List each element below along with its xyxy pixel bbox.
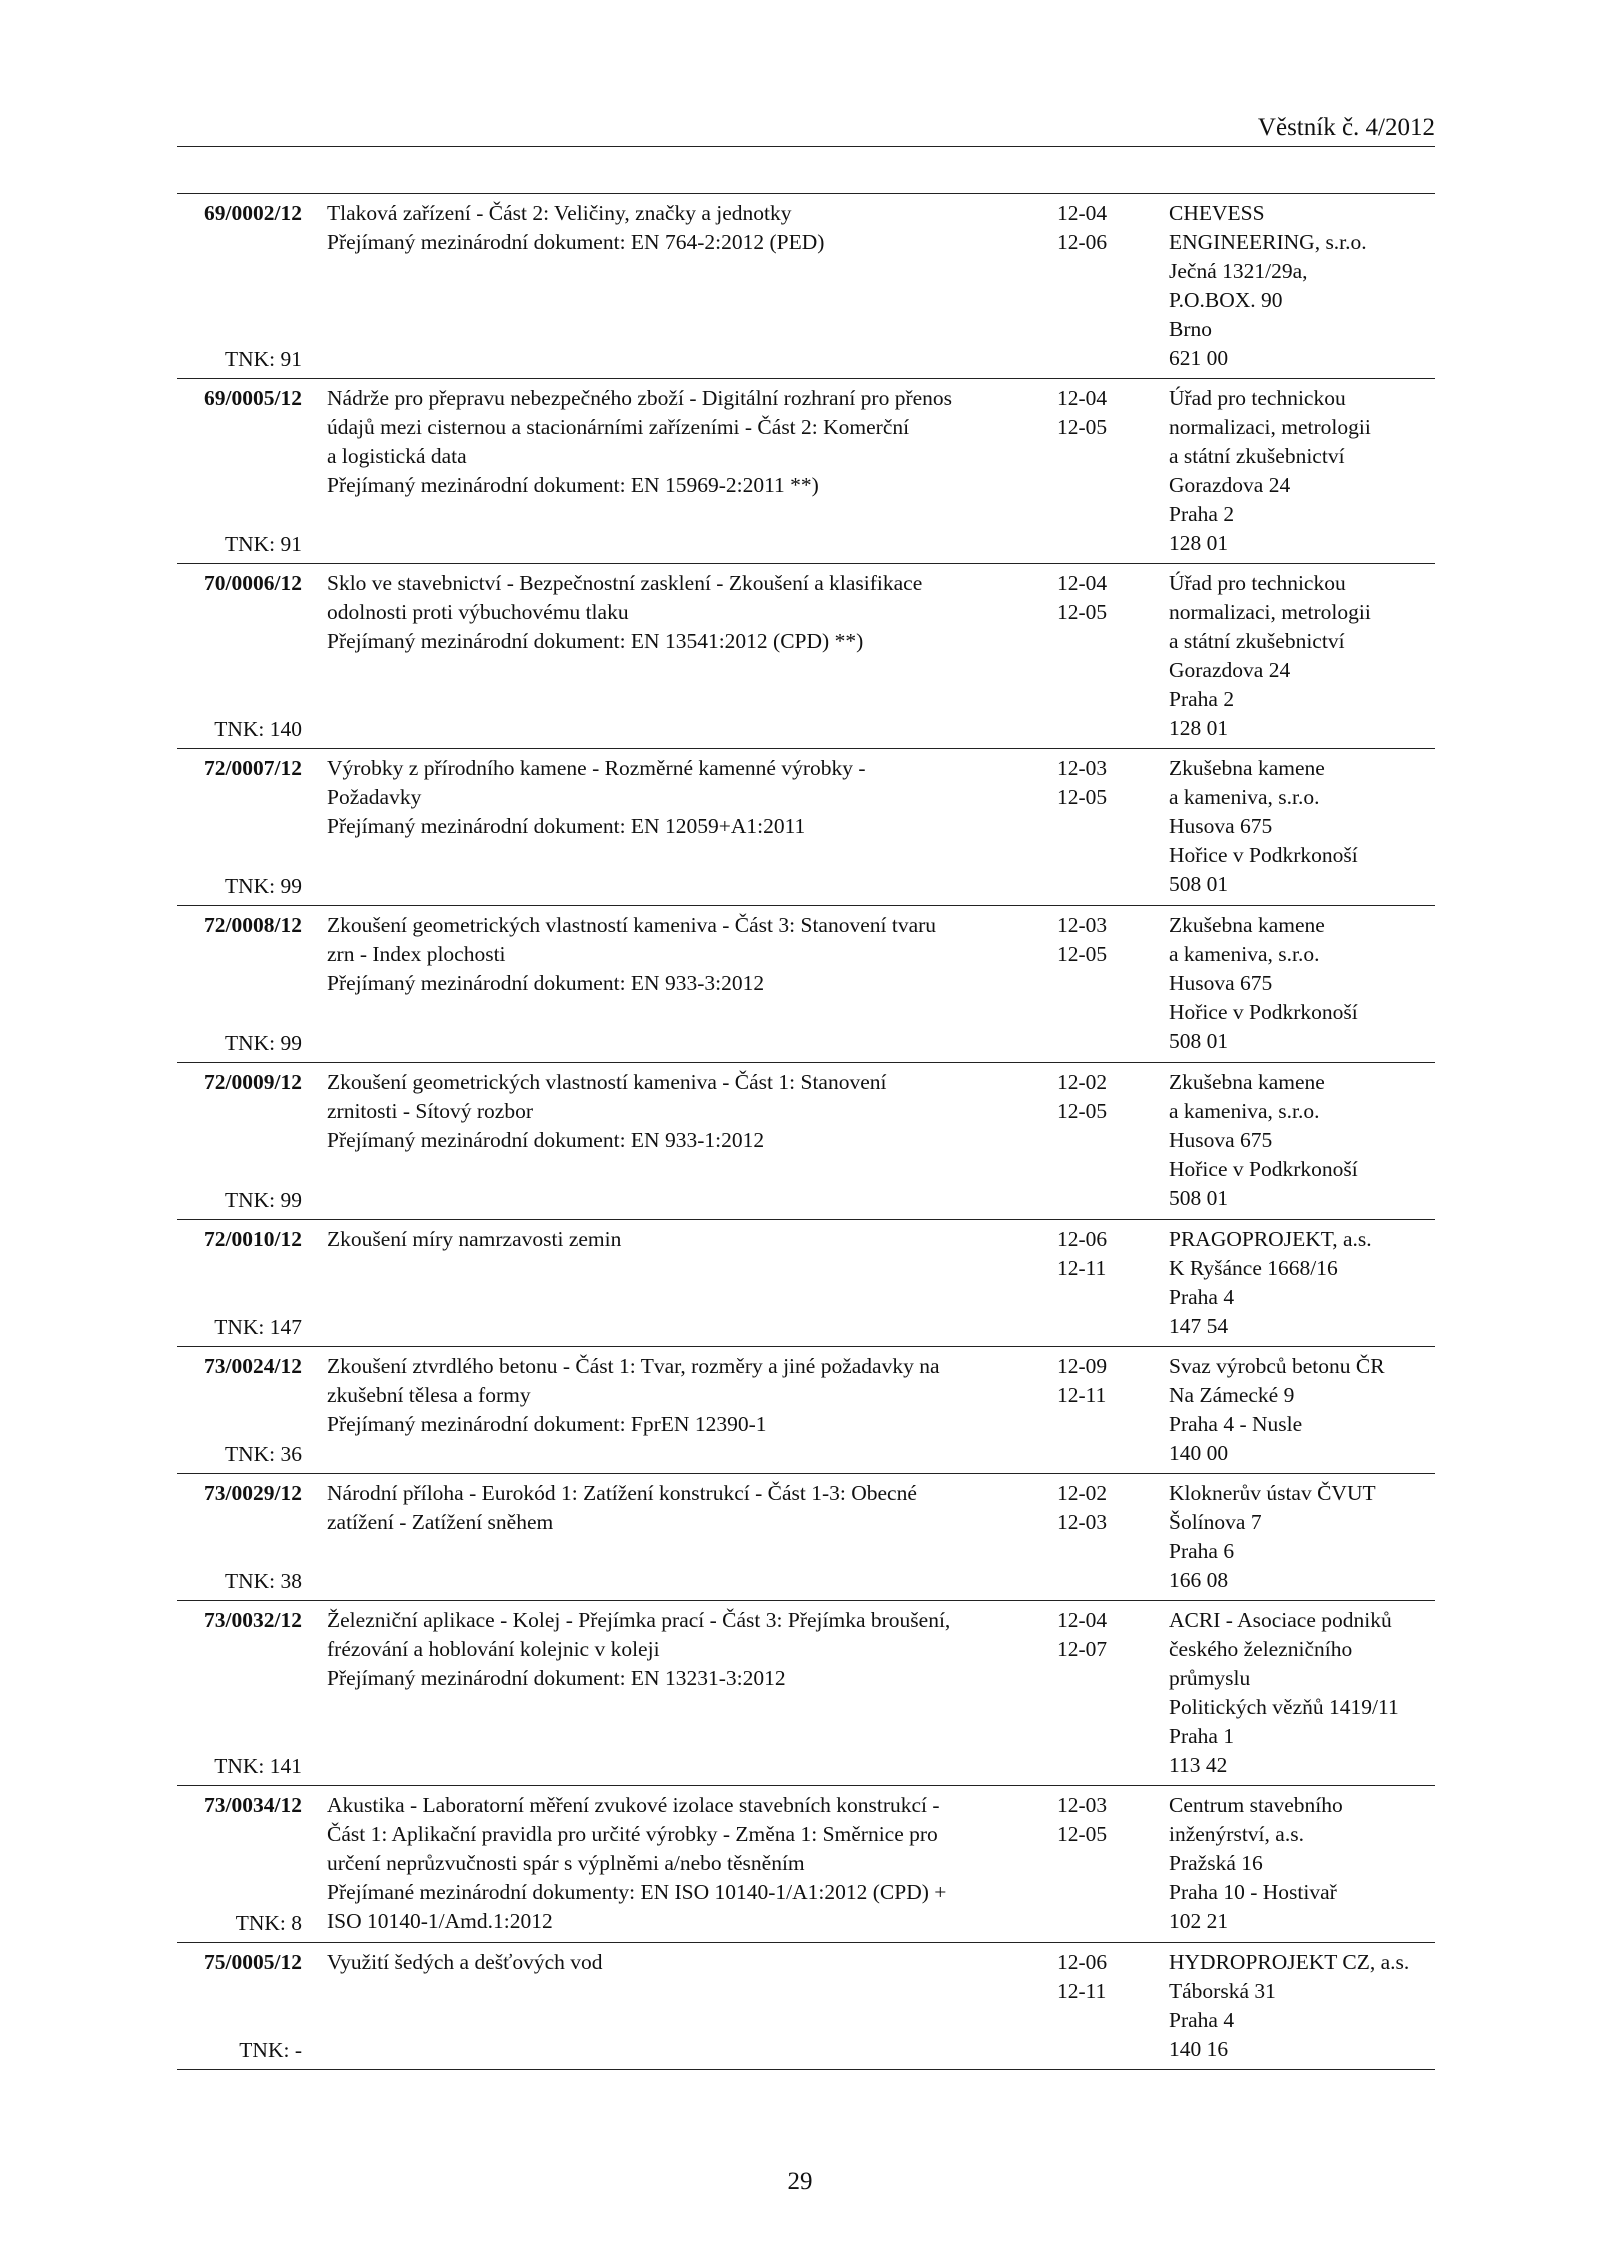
entry-tnk: TNK: 99 xyxy=(224,874,302,898)
entry-id: 73/0029/12 xyxy=(204,1481,302,1505)
entry-dates-line: 12-04 xyxy=(1057,1608,1108,1632)
entry-address-line: Hořice v Podkrkonoší xyxy=(1169,843,1358,867)
entry-title-line: a logistická data xyxy=(327,444,467,468)
entry-address-line: Šolínova 7 xyxy=(1169,1510,1262,1534)
entry-dates-line: 12-02 xyxy=(1057,1070,1108,1094)
entry-address xyxy=(1169,911,1439,1056)
entry-dates-line: 12-06 xyxy=(1057,1227,1108,1251)
entry-title-line: frézování a hoblování kolejnic v koleji xyxy=(327,1637,660,1661)
entry-dates xyxy=(1057,199,1137,257)
entry-address-line: ENGINEERING, s.r.o. xyxy=(1169,230,1367,254)
entry-id: 72/0010/12 xyxy=(204,1227,302,1251)
list-item xyxy=(177,564,1435,749)
entry-address-line: K Ryšánce 1668/16 xyxy=(1169,1256,1338,1280)
entry-dates-line: 12-03 xyxy=(1057,1793,1108,1817)
entry-address-line: ACRI - Asociace podniků xyxy=(1169,1608,1392,1632)
entry-id: 69/0005/12 xyxy=(204,386,302,410)
entry-tnk: TNK: 36 xyxy=(224,1442,302,1466)
entry-dates-line: 12-11 xyxy=(1057,1256,1107,1280)
entry-title-line: Přejímaný mezinárodní dokument: EN 13541:2012 (CPD) **) xyxy=(327,629,864,653)
list-item xyxy=(177,1474,1435,1601)
entry-title xyxy=(327,199,1047,257)
entry-tnk: TNK: 99 xyxy=(224,1188,302,1212)
entry-address-line: Gorazdova 24 xyxy=(1169,658,1291,682)
entry-address-line: Praha 4 - Nusle xyxy=(1169,1412,1303,1436)
entry-address xyxy=(1169,1352,1439,1468)
entry-title-line: Přejímaný mezinárodní dokument: EN 764-2:2012 (PED) xyxy=(327,230,825,254)
entry-tnk: TNK: 38 xyxy=(224,1569,302,1593)
entry-address-line: Praha 10 - Hostivař xyxy=(1169,1880,1337,1904)
entry-dates xyxy=(1057,384,1137,442)
entry-title xyxy=(327,384,1047,500)
entry-title-line: Zkoušení ztvrdlého betonu - Část 1: Tvar, rozměry a jiné požadavky na xyxy=(327,1354,940,1378)
entry-address-line: Husova 675 xyxy=(1169,814,1273,838)
list-item xyxy=(177,906,1435,1063)
entry-title-line: Národní příloha - Eurokód 1: Zatížení konstrukcí - Část 1-3: Obecné xyxy=(327,1481,917,1505)
entry-title-line: Část 1: Aplikační pravidla pro určité výrobky - Změna 1: Směrnice pro xyxy=(327,1822,938,1846)
entry-address-line: 128 01 xyxy=(1169,531,1229,555)
entry-title-line: Přejímaný mezinárodní dokument: EN 933-1:2012 xyxy=(327,1128,765,1152)
list-item xyxy=(177,1347,1435,1474)
entry-tnk: TNK: - xyxy=(239,2038,302,2062)
entry-id-column xyxy=(177,911,302,940)
entry-address xyxy=(1169,1479,1439,1595)
entry-dates-line: 12-02 xyxy=(1057,1481,1108,1505)
standards-list xyxy=(177,193,1435,2070)
entry-id-column xyxy=(177,1352,302,1381)
entry-address xyxy=(1169,1068,1439,1213)
entry-address-line: 508 01 xyxy=(1169,1186,1229,1210)
entry-address-line: 128 01 xyxy=(1169,716,1229,740)
list-item xyxy=(177,1786,1435,1943)
entry-id: 73/0034/12 xyxy=(204,1793,302,1817)
entry-title-line: Tlaková zařízení - Část 2: Veličiny, značky a jednotky xyxy=(327,201,792,225)
entry-address xyxy=(1169,1791,1439,1936)
entry-title-line: Zkoušení geometrických vlastností kameniva - Část 1: Stanovení xyxy=(327,1070,887,1094)
list-item xyxy=(177,379,1435,564)
list-item xyxy=(177,1943,1435,2070)
entry-title-line: Přejímaný mezinárodní dokument: EN 933-3:2012 xyxy=(327,971,765,995)
entry-address-line: Táborská 31 xyxy=(1169,1979,1276,2003)
entry-title-line: zrnitosti - Sítový rozbor xyxy=(327,1099,534,1123)
entry-id: 69/0002/12 xyxy=(204,201,302,225)
entry-title-line: Požadavky xyxy=(327,785,422,809)
entry-address-line: Praha 6 xyxy=(1169,1539,1235,1563)
entry-address-line: 508 01 xyxy=(1169,872,1229,896)
entry-title-line: Výrobky z přírodního kamene - Rozměrné kamenné výrobky - xyxy=(327,756,866,780)
entry-address-line: Pražská 16 xyxy=(1169,1851,1263,1875)
entry-dates-line: 12-03 xyxy=(1057,756,1108,780)
entry-dates xyxy=(1057,754,1137,812)
entry-address-line: Úřad pro technickou xyxy=(1169,571,1346,595)
entry-title-line: zatížení - Zatížení sněhem xyxy=(327,1510,554,1534)
entry-title-line: Přejímaný mezinárodní dokument: FprEN 12390-1 xyxy=(327,1412,767,1436)
entry-address xyxy=(1169,569,1439,743)
entry-title xyxy=(327,1068,1047,1155)
entry-id-column xyxy=(177,199,302,228)
entry-id: 73/0024/12 xyxy=(204,1354,302,1378)
entry-address-line: Ječná 1321/29a, xyxy=(1169,259,1308,283)
entry-address-line: a kameniva, s.r.o. xyxy=(1169,942,1320,966)
entry-dates xyxy=(1057,1606,1137,1664)
entry-id: 73/0032/12 xyxy=(204,1608,302,1632)
entry-title-line: Přejímaný mezinárodní dokument: EN 15969-2:2011 **) xyxy=(327,473,819,497)
entry-address xyxy=(1169,1225,1439,1341)
entry-title xyxy=(327,1791,1047,1936)
entry-address-line: 140 16 xyxy=(1169,2037,1229,2061)
entry-address-line: Politických vězňů 1419/11 xyxy=(1169,1695,1399,1719)
entry-address-line: 147 54 xyxy=(1169,1314,1229,1338)
entry-dates-line: 12-05 xyxy=(1057,415,1108,439)
entry-id-column xyxy=(177,1791,302,1820)
entry-title-line: ISO 10140-1/Amd.1:2012 xyxy=(327,1909,553,1933)
page-number: 29 xyxy=(787,2168,813,2195)
entry-dates-line: 12-03 xyxy=(1057,913,1108,937)
entry-title-line: Zkoušení geometrických vlastností kameniva - Část 3: Stanovení tvaru xyxy=(327,913,937,937)
entry-id-column xyxy=(177,384,302,413)
entry-dates-line: 12-04 xyxy=(1057,201,1108,225)
entry-title-line: Přejímaný mezinárodní dokument: EN 13231-3:2012 xyxy=(327,1666,786,1690)
list-item xyxy=(177,194,1435,379)
entry-address-line: normalizaci, metrologii xyxy=(1169,600,1371,624)
entry-dates-line: 12-04 xyxy=(1057,386,1108,410)
entry-address-line: 166 08 xyxy=(1169,1568,1229,1592)
entry-title-line: Železniční aplikace - Kolej - Přejímka prací - Část 3: Přejímka broušení, xyxy=(327,1608,951,1632)
entry-dates xyxy=(1057,1225,1137,1283)
entry-address-line: Zkušebna kamene xyxy=(1169,913,1325,937)
entry-tnk: TNK: 91 xyxy=(224,347,302,371)
entry-title-line: Sklo ve stavebnictví - Bezpečnostní zasklení - Zkoušení a klasifikace xyxy=(327,571,923,595)
list-item xyxy=(177,749,1435,906)
entry-tnk: TNK: 8 xyxy=(235,1911,302,1935)
entry-title xyxy=(327,1606,1047,1693)
entry-title xyxy=(327,754,1047,841)
entry-dates xyxy=(1057,569,1137,627)
page-header xyxy=(177,110,1435,147)
entry-address-line: Husova 675 xyxy=(1169,1128,1273,1152)
entry-title-line: Zkoušení míry namrzavosti zemin xyxy=(327,1227,622,1251)
entry-tnk: TNK: 141 xyxy=(214,1754,302,1778)
entry-address-line: Svaz výrobců betonu ČR xyxy=(1169,1354,1385,1378)
entry-address-line: Praha 1 xyxy=(1169,1724,1235,1748)
entry-id-column xyxy=(177,1068,302,1097)
entry-address xyxy=(1169,199,1439,373)
entry-tnk: TNK: 140 xyxy=(214,717,302,741)
entry-dates-line: 12-09 xyxy=(1057,1354,1108,1378)
entry-address-line: Praha 2 xyxy=(1169,502,1235,526)
entry-tnk: TNK: 147 xyxy=(214,1315,302,1339)
entry-id-column xyxy=(177,754,302,783)
journal-title: Věstník č. 4/2012 xyxy=(1257,114,1435,141)
entry-address-line: Praha 4 xyxy=(1169,1285,1235,1309)
entry-address-line: a kameniva, s.r.o. xyxy=(1169,785,1320,809)
entry-address-line: a státní zkušebnictví xyxy=(1169,629,1345,653)
entry-address-line: inženýrství, a.s. xyxy=(1169,1822,1304,1846)
entry-title xyxy=(327,1948,1047,1977)
entry-dates xyxy=(1057,1479,1137,1537)
entry-tnk: TNK: 99 xyxy=(224,1031,302,1055)
entry-title-line: Nádrže pro přepravu nebezpečného zboží - Digitální rozhraní pro přenos xyxy=(327,386,953,410)
entry-title-line: údajů mezi cisternou a stacionárními zařízeními - Část 2: Komerční xyxy=(327,415,910,439)
entry-address-line: Praha 4 xyxy=(1169,2008,1235,2032)
entry-title xyxy=(327,1225,1047,1254)
entry-dates-line: 12-11 xyxy=(1057,1383,1107,1407)
entry-title-line: Přejímaný mezinárodní dokument: EN 12059+A1:2011 xyxy=(327,814,806,838)
entry-address xyxy=(1169,384,1439,558)
list-item xyxy=(177,1220,1435,1347)
entry-title-line: Akustika - Laboratorní měření zvukové izolace stavebních konstrukcí - xyxy=(327,1793,940,1817)
entry-dates-line: 12-04 xyxy=(1057,571,1108,595)
entry-dates-line: 12-11 xyxy=(1057,1979,1107,2003)
entry-title-line: zrn - Index plochosti xyxy=(327,942,506,966)
entry-address-line: 621 00 xyxy=(1169,346,1229,370)
entry-title-line: Využití šedých a dešťových vod xyxy=(327,1950,603,1974)
entry-address-line: P.O.BOX. 90 xyxy=(1169,288,1283,312)
entry-dates xyxy=(1057,1948,1137,2006)
entry-dates xyxy=(1057,911,1137,969)
entry-id: 72/0009/12 xyxy=(204,1070,302,1094)
entry-dates-line: 12-05 xyxy=(1057,1822,1108,1846)
entry-address-line: Brno xyxy=(1169,317,1212,341)
entry-id: 75/0005/12 xyxy=(204,1950,302,1974)
entry-title xyxy=(327,1479,1047,1537)
entry-address-line: Praha 2 xyxy=(1169,687,1235,711)
entry-address-line: 113 42 xyxy=(1169,1753,1228,1777)
entry-id-column xyxy=(177,569,302,598)
entry-address-line: PRAGOPROJEKT, a.s. xyxy=(1169,1227,1372,1251)
entry-id-column xyxy=(177,1948,302,1977)
entry-address-line: CHEVESS xyxy=(1169,201,1265,225)
list-item xyxy=(177,1601,1435,1786)
entry-address-line: HYDROPROJEKT CZ, a.s. xyxy=(1169,1950,1410,1974)
entry-address xyxy=(1169,1948,1439,2064)
entry-id: 70/0006/12 xyxy=(204,571,302,595)
entry-address-line: českého železničního xyxy=(1169,1637,1353,1661)
entry-address-line: a státní zkušebnictví xyxy=(1169,444,1345,468)
entry-address-line: Úřad pro technickou xyxy=(1169,386,1346,410)
entry-address xyxy=(1169,1606,1439,1780)
entry-address-line: průmyslu xyxy=(1169,1666,1251,1690)
list-item xyxy=(177,1063,1435,1220)
entry-dates-line: 12-07 xyxy=(1057,1637,1108,1661)
entry-address-line: 102 21 xyxy=(1169,1909,1229,1933)
entry-title-line: odolnosti proti výbuchovému tlaku xyxy=(327,600,629,624)
entry-title xyxy=(327,1352,1047,1439)
entry-address-line: Husova 675 xyxy=(1169,971,1273,995)
entry-address-line: Kloknerův ústav ČVUT xyxy=(1169,1481,1376,1505)
entry-id: 72/0008/12 xyxy=(204,913,302,937)
entry-address-line: Zkušebna kamene xyxy=(1169,756,1325,780)
entry-address-line: Hořice v Podkrkonoší xyxy=(1169,1157,1358,1181)
entry-address-line: Gorazdova 24 xyxy=(1169,473,1291,497)
entry-dates-line: 12-05 xyxy=(1057,942,1108,966)
entry-address-line: Centrum stavebního xyxy=(1169,1793,1343,1817)
entry-title xyxy=(327,569,1047,656)
entry-tnk: TNK: 91 xyxy=(224,532,302,556)
entry-id-column xyxy=(177,1479,302,1508)
entry-address-line: Zkušebna kamene xyxy=(1169,1070,1325,1094)
entry-dates-line: 12-06 xyxy=(1057,1950,1108,1974)
entry-title-line: Přejímané mezinárodní dokumenty: EN ISO 10140-1/A1:2012 (CPD) + xyxy=(327,1880,947,1904)
entry-address-line: Hořice v Podkrkonoší xyxy=(1169,1000,1358,1024)
entry-dates-line: 12-06 xyxy=(1057,230,1108,254)
entry-address-line: normalizaci, metrologii xyxy=(1169,415,1371,439)
entry-title xyxy=(327,911,1047,998)
entry-address-line: a kameniva, s.r.o. xyxy=(1169,1099,1320,1123)
entry-address-line: 508 01 xyxy=(1169,1029,1229,1053)
entry-dates-line: 12-05 xyxy=(1057,1099,1108,1123)
entry-dates-line: 12-05 xyxy=(1057,600,1108,624)
entry-title-line: zkušební tělesa a formy xyxy=(327,1383,531,1407)
entry-dates xyxy=(1057,1791,1137,1849)
entry-dates-line: 12-03 xyxy=(1057,1510,1108,1534)
entry-title-line: určení neprůzvučnosti spár s výplněmi a/nebo těsněním xyxy=(327,1851,805,1875)
entry-address xyxy=(1169,754,1439,899)
entry-dates-line: 12-05 xyxy=(1057,785,1108,809)
entry-address-line: 140 00 xyxy=(1169,1441,1229,1465)
entry-address-line: Na Zámecké 9 xyxy=(1169,1383,1295,1407)
entry-dates xyxy=(1057,1352,1137,1410)
entry-dates xyxy=(1057,1068,1137,1126)
entry-id: 72/0007/12 xyxy=(204,756,302,780)
entry-id-column xyxy=(177,1606,302,1635)
entry-id-column xyxy=(177,1225,302,1254)
